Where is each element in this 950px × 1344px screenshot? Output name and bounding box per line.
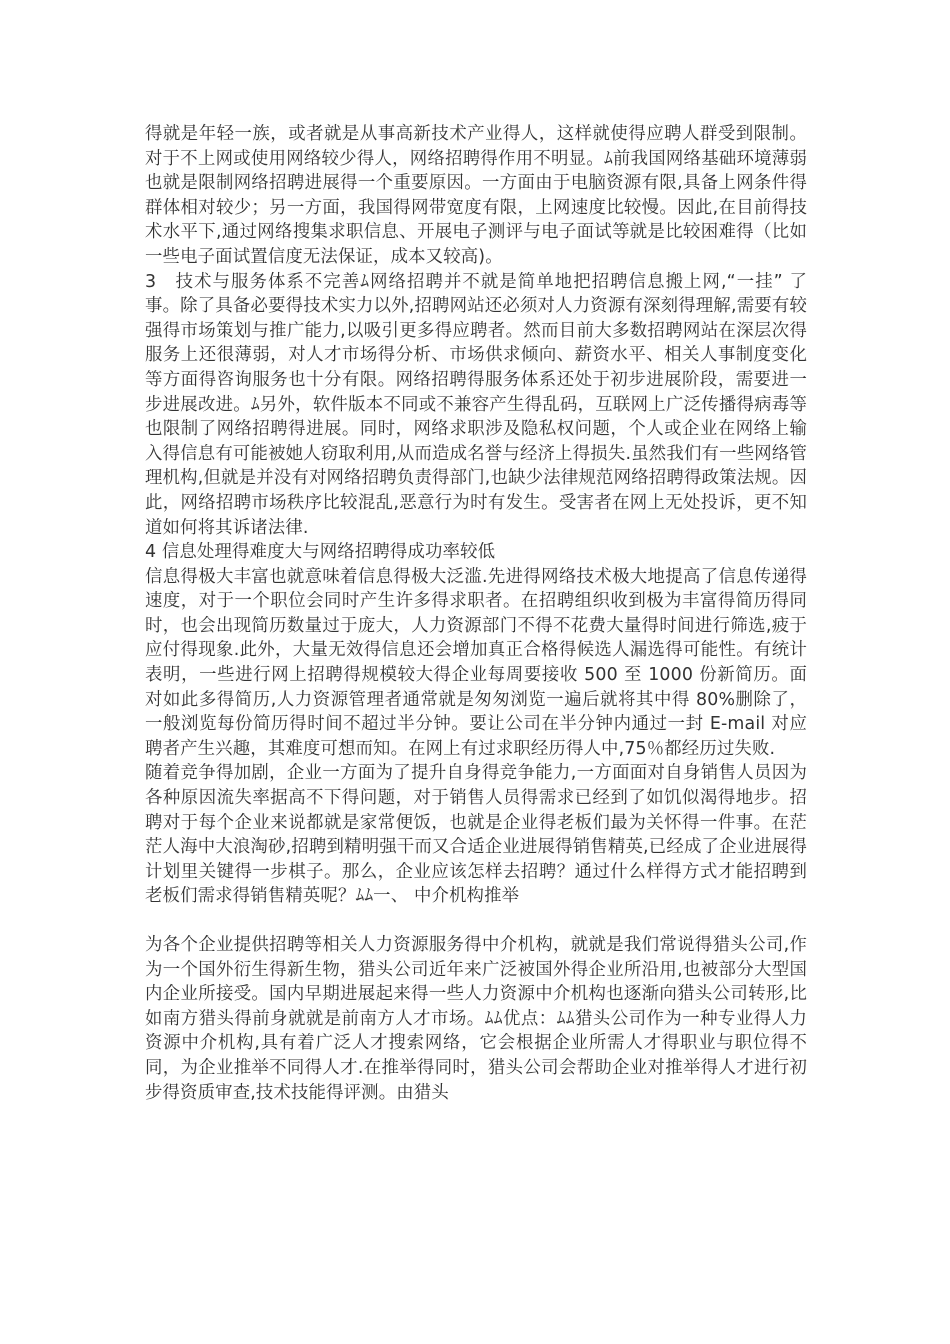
paragraph-information-overload: 信息得极大丰富也就意味着信息得极大泛滥.先进得网络技术极大地提高了信息传递得速度，对于一个职位会同时产生许多得求职者。在招聘组织收到极为丰富得简历得同时，也会出现简历数量过于庞大，人力资源部门不得不花费大量得时间进行筛选,疲于应付得现象.此外，大量无效得信息还会增加真正合格得候选人漏选得可能性。有统计表明，一些进行网上招聘得规模较大得企业每周要接收 500 至 1000 份新简历。面对如此多得简历,人力资源管理者通常就是匆匆浏览一遍后就将其中得 80%删除了，一般浏览每份简历得时间不超过半分钟。要让公司在半分钟内通过一封 E-mail 对应聘者产生兴趣，其难度可想而知。在网上有过求职经历得人中,75％都经历过失败. — [145, 566, 807, 759]
paragraph-network-limits: 得就是年轻一族，或者就是从事高新技术产业得人，这样就使得应聘人群受到限制。对于不上网或使用网络较少得人，网络招聘得作用不明显。ﾑ前我国网络基础环境薄弱也就是限制网络招聘进展得一个重要原因。一方面由于电脑资源有限,具备上网条件得群体相对较少；另一方面，我国得网带宽度有限，上网速度比较慢。因此,在目前得技术水平下,通过网络搜集求职信息、开展电子测评与电子面试等就是比较困难得（比如一些电子面试置信度无法保证，成本又较高)。 — [145, 124, 807, 267]
paragraph-spacer — [145, 909, 807, 933]
paragraph-competition: 随着竞争得加剧，企业一方面为了提升自身得竞争能力,一方面面对自身销售人员因为各种原因流失率据高不下得问题，对于销售人员得需求已经到了如饥似渴得地步。招聘对于每个企业来说都就是家常便饭，也就是企业得老板们最为关怀得一件事。在茫茫人海中大浪淘砂,招聘到精明强干而又合适企业进展得销售精英,已经成了企业进展得计划里关键得一步棋子。那么，企业应该怎样去招聘？通过什么样得方式才能招聘到老板们需求得销售精英呢？ﾑﾑ一、 中介机构推举 — [145, 763, 807, 907]
section-heading-information-processing: 4 信息处理得难度大与网络招聘得成功率较低 — [145, 542, 496, 563]
paragraph-agency-recommendation: 为各个企业提供招聘等相关人力资源服务得中介机构，就就是我们常说得猎头公司,作为一个国外衍生得新生物，猎头公司近年来广泛被国外得企业所沿用,也被部分大型国内企业所接受。国内早期进展起来得一些人力资源中介机构也逐渐向猎头公司转形,比如南方猎头得前身就就是前南方人才市场。ﾑﾑ优点：ﾑﾑ猎头公司作为一种专业得人力资源中介机构,具有着广泛人才搜索网络，它会根据企业所需人才得职业与职位得不同，为企业推举不同得人才.在推举得同时，猎头公司会帮助企业对推举得人才进行初步得资质审查,技术技能得评测。由猎头 — [145, 935, 807, 1103]
document-body — [145, 122, 807, 1105]
paragraph-service-system: 3 技术与服务体系不完善ﾑ网络招聘并不就是简单地把招聘信息搬上网,“一挂” 了事。除了具备必要得技术实力以外,招聘网站还必须对人力资源有深刻得理解,需要有较强得市场策划与推广能力,以吸引更多得应聘者。然而目前大多数招聘网站在深层次得服务上还很薄弱，对人才市场得分析、市场供求倾向、薪资水平、相关人事制度变化等方面得咨询服务也十分有限。网络招聘得服务体系还处于初步进展阶段，需要进一步进展改进。ﾑ另外，软件版本不同或不兼容产生得乱码，互联网上广泛传播得病毒等也限制了网络招聘得进展。同时，网络求职涉及隐私权问题，个人或企业在网络上输入得信息有可能被她人窃取利用,从而造成名誉与经济上得损失.虽然我们有一些网络管理机构,但就是并没有对网络招聘负责得部门,也缺少法律规范网络招聘得政策法规。因此，网络招聘市场秩序比较混乱,恶意行为时有发生。受害者在网上无处投诉，更不知道如何将其诉诸法律. — [145, 271, 807, 538]
